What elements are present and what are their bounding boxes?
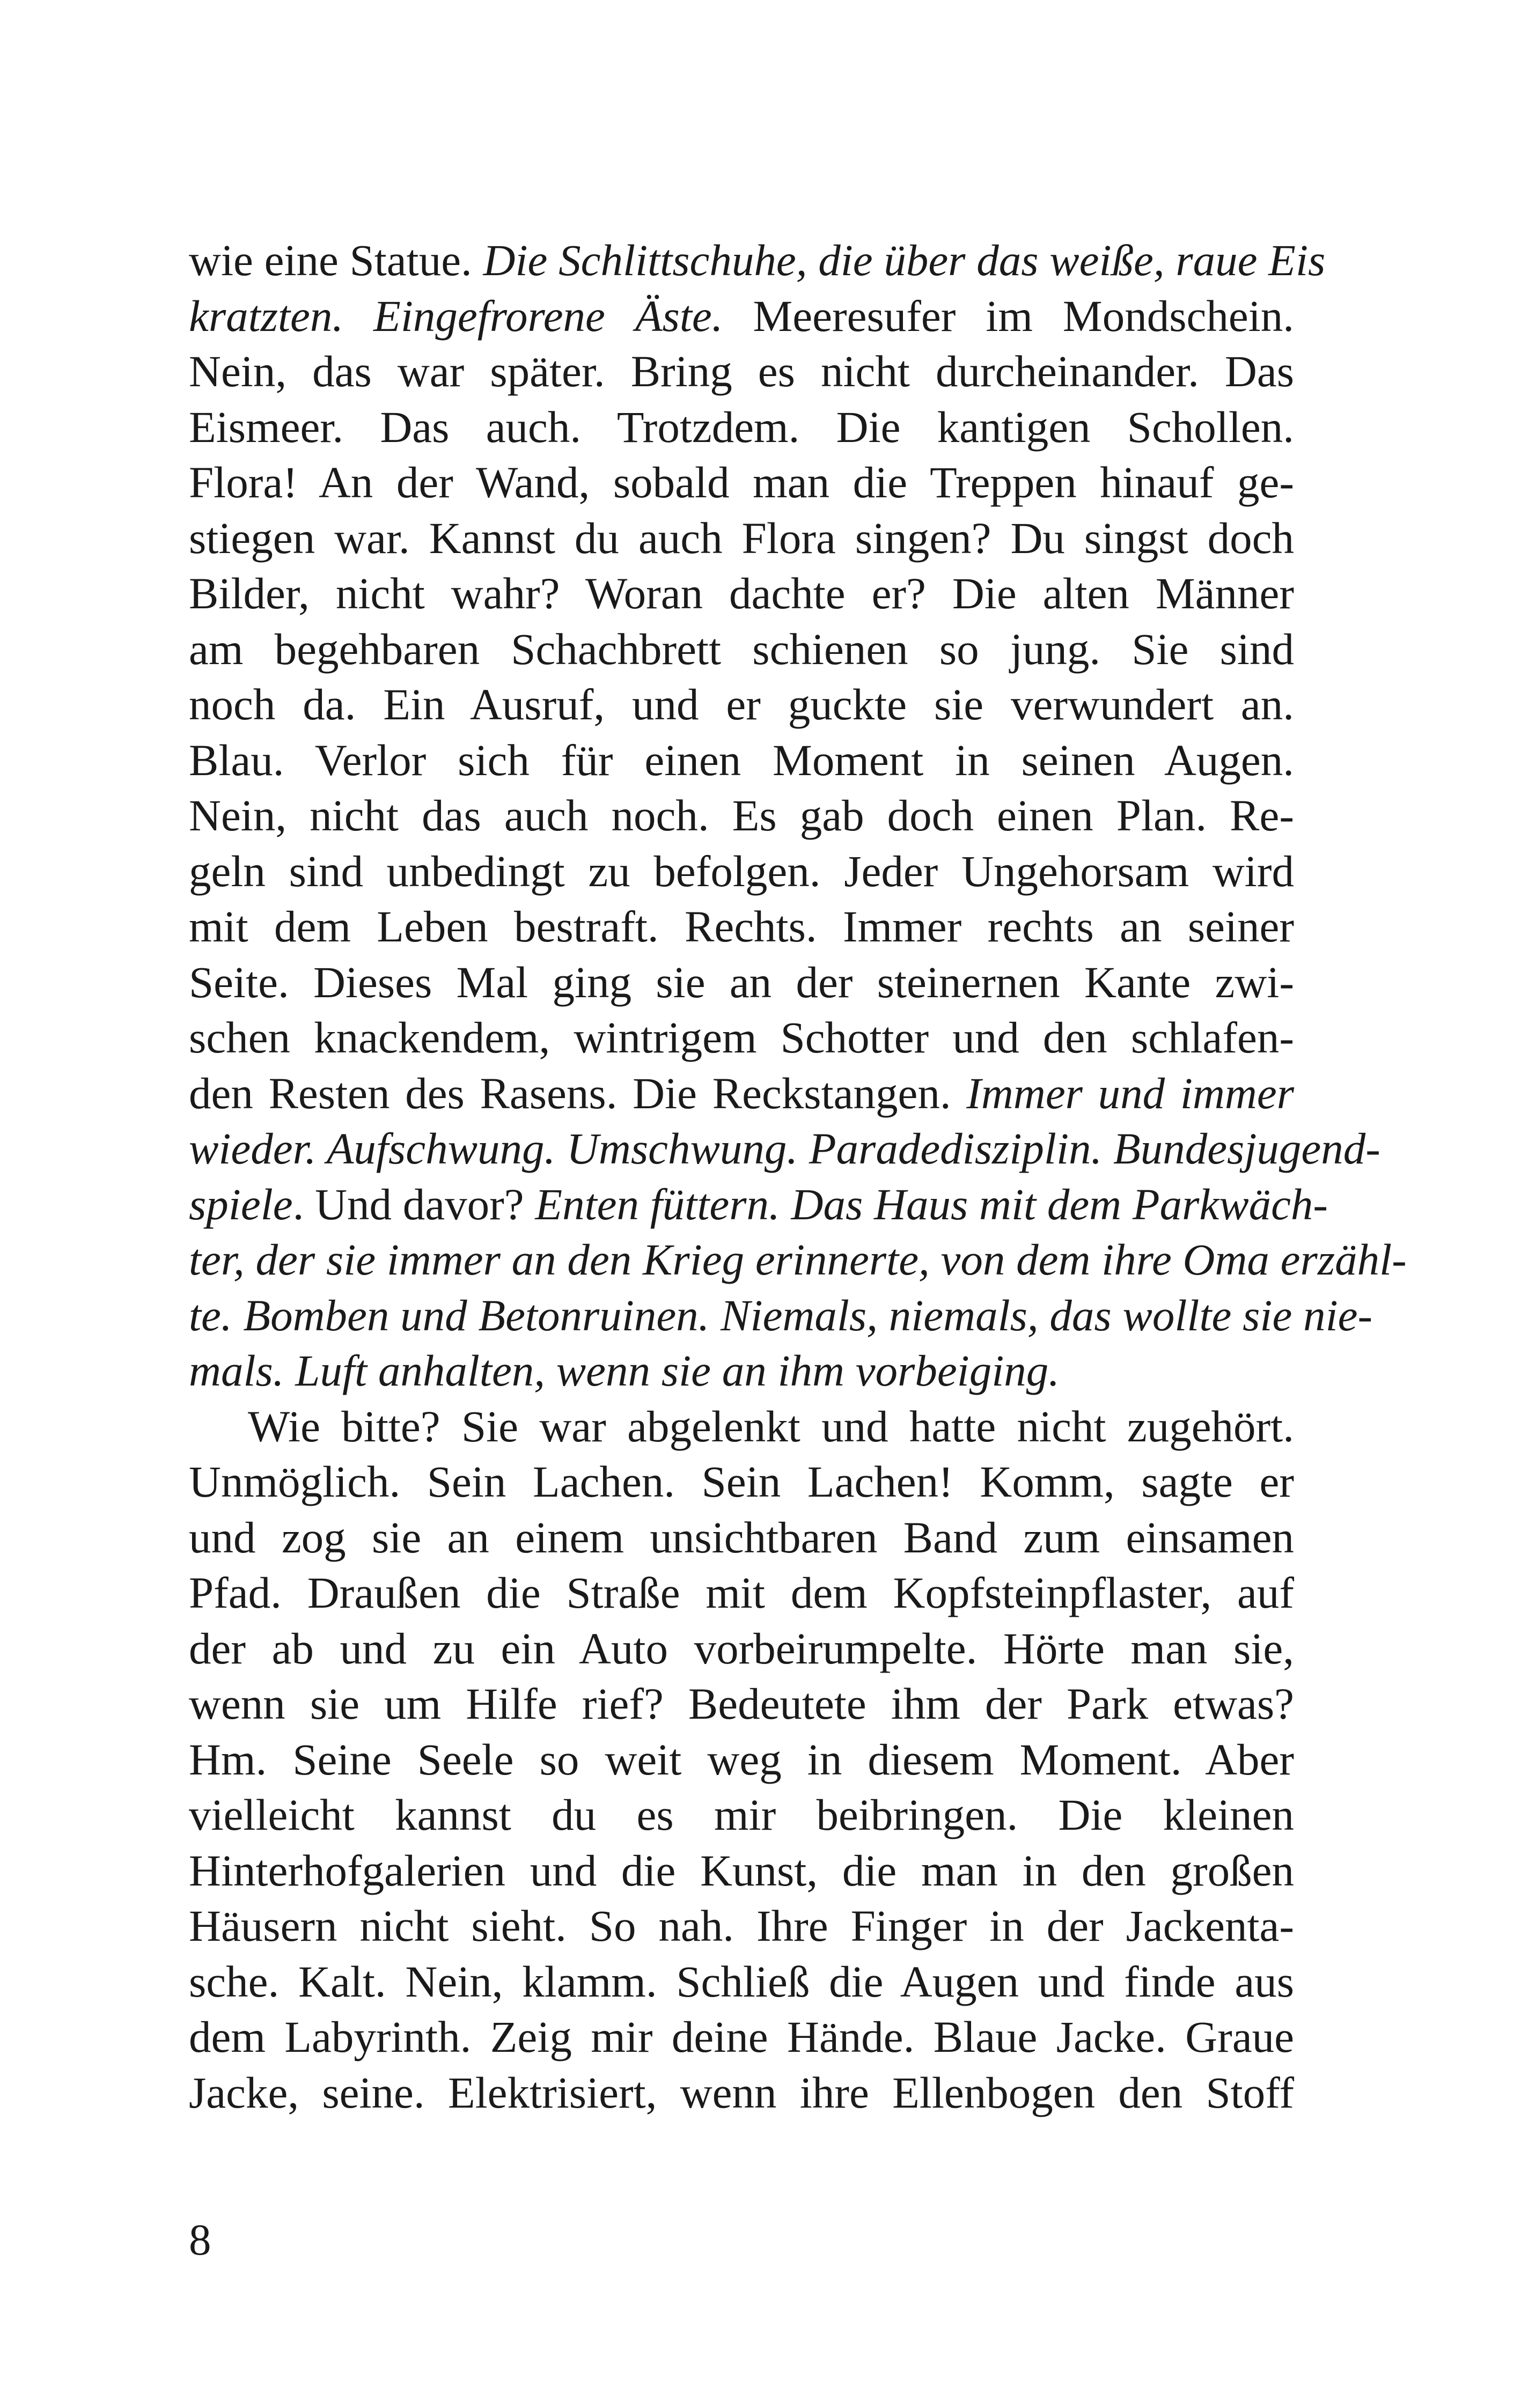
text-run: den Resten des Rasens. Die Reckstangen.: [189, 1068, 967, 1118]
text-run: Seite. Dieses Mal ging sie an der steinernen Kante zwi-: [189, 957, 1294, 1007]
text-run: Jacke, seine. Elektrisiert, wenn ihre Ellenbogen den Stoff: [189, 2067, 1294, 2117]
text-line: [189, 511, 1294, 566]
text-run: vielleicht kannst du es mir beibringen. Die kleinen: [189, 1790, 1294, 1839]
text-run: stiegen war. Kannst du auch Flora singen? Du singst doch: [189, 513, 1294, 563]
text-line: [189, 622, 1294, 678]
text-line: [189, 1066, 1294, 1122]
paragraph: [189, 1399, 1294, 2121]
text-run: wenn sie um Hilfe rief? Bedeutete ihm der Park etwas?: [189, 1679, 1294, 1728]
text-line: [189, 2009, 1294, 2065]
text-line: [189, 455, 1294, 511]
text-line: [189, 1510, 1294, 1566]
text-line: [189, 2065, 1294, 2121]
text-run: der ab und zu ein Auto vorbeirumpelte. Hörte man sie,: [189, 1623, 1294, 1673]
text-run: Häusern nicht sieht. So nah. Ihre Finger in der Jackenta-: [189, 1901, 1294, 1950]
text-run: noch da. Ein Ausruf, und er guckte sie verwundert an.: [189, 680, 1294, 729]
text-run: und zog sie an einem unsichtbaren Band zum einsamen: [189, 1512, 1294, 1562]
text-run: Pfad. Draußen die Straße mit dem Kopfsteinpflaster, auf: [189, 1568, 1294, 1617]
text-line: [189, 400, 1294, 455]
italic-text: mals. Luft anhalten, wenn sie an ihm vorbeiging.: [189, 1346, 1060, 1395]
text-run: Meeresufer im Mondschein.: [723, 291, 1294, 341]
text-run: mit dem Leben bestraft. Rechts. Immer rechts an seiner: [189, 902, 1294, 951]
text-line: [189, 289, 1294, 344]
text-line: [189, 233, 1326, 289]
text-line: [189, 1954, 1294, 2010]
text-run: sche. Kalt. Nein, klamm. Schließ die Augen und finde aus: [189, 1956, 1294, 2006]
text-line: [189, 1010, 1294, 1066]
text-run: Flora! An der Wand, sobald man die Treppen hinauf ge-: [189, 458, 1294, 507]
text-run: geln sind unbedingt zu befolgen. Jeder Ungehorsam wird: [189, 846, 1294, 896]
text-line: [189, 1898, 1294, 1954]
text-run: am begehbaren Schachbrett schienen so jung. Sie sind: [189, 624, 1294, 674]
text-line: [189, 1399, 1294, 1455]
text-line: [189, 566, 1294, 622]
text-line: [189, 844, 1294, 900]
text-line: [189, 1565, 1294, 1621]
body-text: [189, 233, 1407, 2120]
italic-text: spiele: [189, 1179, 293, 1229]
text-line: [189, 733, 1294, 789]
text-run: Hinterhofgalerien und die Kunst, die man in den großen: [189, 1845, 1294, 1895]
italic-text: kratzten. Eingefrorene Äste.: [189, 291, 723, 341]
text-line: [189, 1676, 1294, 1732]
italic-text: wieder. Aufschwung. Umschwung. Paradedisziplin. Bundesjugend-: [189, 1124, 1380, 1173]
text-line: [189, 1288, 1373, 1344]
text-line: [189, 1787, 1294, 1843]
text-run: Unmöglich. Sein Lachen. Sein Lachen! Komm, sagte er: [189, 1457, 1294, 1506]
paragraph: [189, 233, 1407, 1399]
page-number: 8: [189, 2215, 211, 2264]
text-run: Nein, nicht das auch noch. Es gab doch einen Plan. Re-: [189, 791, 1294, 840]
text-line: [189, 1232, 1407, 1288]
text-line: [189, 899, 1294, 955]
text-line: [189, 1621, 1294, 1677]
text-run: wie eine Statue.: [189, 235, 483, 285]
italic-text: ter, der sie immer an den Krieg erinnerte, von dem ihre Oma erzähl-: [189, 1235, 1407, 1284]
text-line: [189, 1343, 1294, 1399]
text-line: [189, 1121, 1380, 1177]
text-run: . Und davor?: [292, 1179, 535, 1229]
text-line: [189, 677, 1294, 733]
text-line: [189, 955, 1294, 1011]
italic-text: Immer und immer: [966, 1068, 1294, 1118]
text-run: Eismeer. Das auch. Trotzdem. Die kantigen Schollen.: [189, 402, 1294, 452]
text-run: Blau. Verlor sich für einen Moment in seinen Augen.: [189, 735, 1294, 785]
text-run: Bilder, nicht wahr? Woran dachte er? Die alten Männer: [189, 569, 1294, 618]
text-line: [189, 1177, 1328, 1233]
text-line: [189, 344, 1294, 400]
text-run: Wie bitte? Sie war abgelenkt und hatte nicht zugehört.: [248, 1401, 1294, 1451]
text-line: [189, 788, 1294, 844]
text-run: Nein, das war später. Bring es nicht durcheinander. Das: [189, 347, 1294, 396]
text-line: [189, 1732, 1294, 1788]
text-line: [189, 1454, 1294, 1510]
text-line: [189, 1843, 1294, 1899]
italic-text: Die Schlittschuhe, die über das weiße, raue Eis: [483, 235, 1326, 285]
text-run: dem Labyrinth. Zeig mir deine Hände. Blaue Jacke. Graue: [189, 2012, 1294, 2061]
italic-text: te. Bomben und Betonruinen. Niemals, niemals, das wollte sie nie-: [189, 1290, 1373, 1340]
italic-text: Enten füttern. Das Haus mit dem Parkwäch-: [535, 1179, 1328, 1229]
text-run: Hm. Seine Seele so weit weg in diesem Moment. Aber: [189, 1734, 1294, 1784]
text-run: schen knackendem, wintrigem Schotter und den schlafen-: [189, 1013, 1294, 1062]
